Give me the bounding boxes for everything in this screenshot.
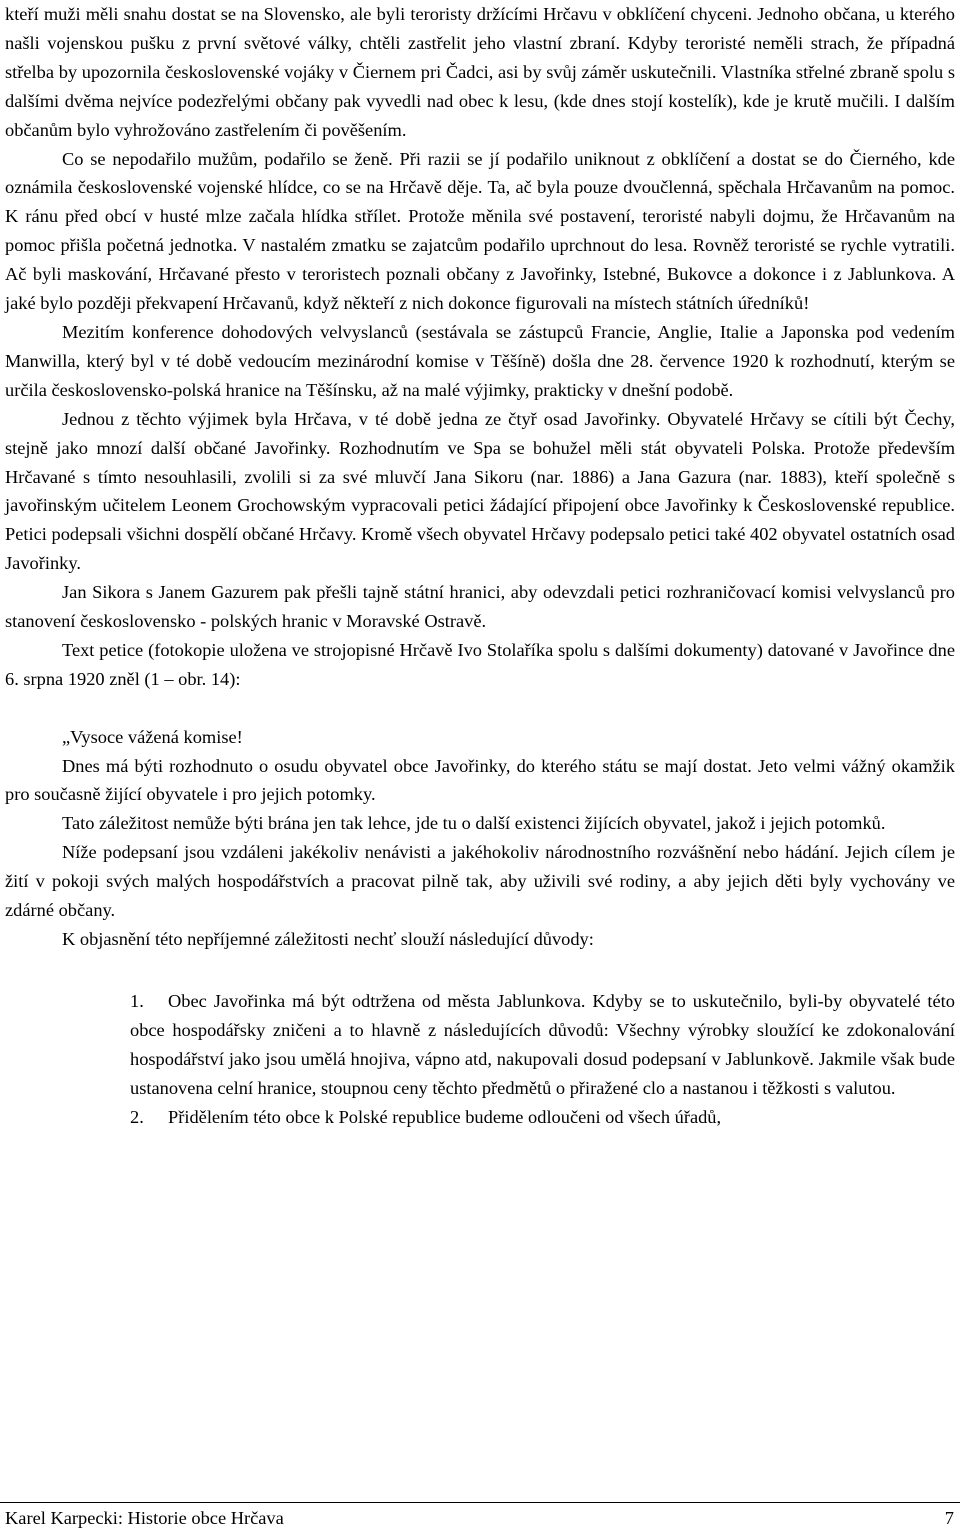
petition-reasons-list bbox=[5, 987, 955, 1132]
petition-paragraph-2: Tato záležitost nemůže býti brána jen tak lehce, jde tu o další existenci žijících obyvatel, jakož i jejich potomků. bbox=[62, 813, 886, 834]
petition-paragraph-4: K objasnění této nepříjemné záležitosti nechť slouží následující důvody: bbox=[62, 928, 594, 949]
petition-paragraph-3: Níže podepsaní jsou vzdáleni jakékoliv nenávisti a jakéhokoliv národnostního rozvášnění nebo hádání. Jejich cílem je žití v pokoji svých malých hospodářstvích a pracovat pilně tak, aby uživili své rodiny, a aby jejich děti byly vychovány ve zdárné občany. bbox=[5, 842, 955, 921]
petition-salutation: „Vysoce vážená komise! bbox=[62, 726, 243, 747]
body-text bbox=[5, 0, 955, 1131]
paragraph-1: kteří muži měli snahu dostat se na Slovensko, ale byli teroristy držícími Hrčavu v obklíčení chyceni. Jednoho občana, u kterého našli vojenskou pušku z první světové války, chtěli zastřelit jeho vlastní zbraní. Kdyby teroristé neměli strach, že případná střelba by upozornila československé vojáky v Čiernem pri Čadci, asi by svůj záměr uskutečnili. Vlastníka střelné zbraně spolu s dalšími dvěma nejvíce podezřelými občany pak vyvedli nad obec k lesu, (kde dnes stojí kostelík), kde je krutě mučili. I dalším občanům bylo vyhrožováno zastřelením či pověšením. bbox=[5, 4, 955, 140]
paragraph-2: Co se nepodařilo mužům, podařilo se ženě. Při razii se jí podařilo uniknout z obklíčení a dostat se do Čierného, kde oznámila československé vojenské hlídce, co se na Hrčavě děje. Ta, ač byla pouze dvoučlenná, spěchala Hrčavanům na pomoc. K ránu před obcí v husté mlze začala hlídka střílet. Protože měnila své postavení, teroristé nabyli dojmu, že Hrčavanům na pomoc přišla početná jednotka. V nastalém zmatku se zajatcům podařilo uprchnout do lesa. Rovněž teroristé se rychle vytratili. Ač byli maskování, Hrčavané přesto v teroristech poznali občany z Javořinky, Istebné, Bukovce a dokonce i z Jablunkova. A jaké bylo později překvapení Hrčavanů, když někteří z nich dokonce figurovali na místech státních úředníků! bbox=[5, 148, 955, 314]
paragraph-5: Jan Sikora s Janem Gazurem pak přešli tajně státní hranici, aby odevzdali petici rozhraničovací komisi velvyslanců pro stanovení československo - polských hranic v Moravské Ostravě. bbox=[5, 582, 955, 632]
page-footer bbox=[0, 1502, 960, 1533]
list-item-number: 1. bbox=[130, 990, 144, 1011]
list-item bbox=[130, 987, 955, 1103]
paragraph-3: Mezitím konference dohodových velvyslanců (sestávala se zástupců Francie, Anglie, Italie a Japonska pod vedením Manwilla, který byl v té době vedoucím mezinárodní komise v Těšíně) došla dne 28. července 1920 k rozhodnutí, kterým se určila československo-polská hranice na Těšínsku, až na malé výjimky, prakticky v dnešní podobě. bbox=[5, 321, 955, 400]
paragraph-6: Text petice (fotokopie uložena ve strojopisné Hrčavě Ivo Stolaříka spolu s dalšími dokumenty) datované v Javořince dne 6. srpna 1920 zněl (1 – obr. 14): bbox=[5, 639, 955, 689]
footer-author: Karel Karpecki: Historie obce Hrčava bbox=[5, 1508, 284, 1528]
list-item-text: Obec Javořinka má být odtržena od města Jablunkova. Kdyby se to uskutečnilo, byli-by obyvatelé této obce hospodářsky zničeni a to hlavně z následujících důvodů: Všechny výrobky sloužící ke zdokonalování hospodářství jako jsou umělá hnojiva, vápno atd, nakupovali dosud podepsaní v Jablunkově. Jakmile však bude ustanovena celní hranice, stoupnou ceny těchto předmětů o přiražené clo a nastanou i těžkosti s valutou. bbox=[130, 990, 955, 1098]
list-item bbox=[130, 1103, 955, 1132]
spacer bbox=[5, 694, 955, 723]
paragraph-4: Jednou z těchto výjimek byla Hrčava, v té době jedna ze čtyř osad Javořinky. Obyvatelé Hrčavy se cítili být Čechy, stejně jako mnozí další občané Javořinky. Rozhodnutím ve Spa se bohužel měli stát obyvateli Polska. Protože především Hrčavané s tímto nesouhlasili, zvolili si za své mluvčí Jana Sikoru (nar. 1886) a Jana Gazura (nar. 1883), kteří společně s javořinským učitelem Leonem Grochowským vypracovali petici žádající připojení obce Javořinky k Československé republice. Petici podepsali všichni dospělí občané Hrčavy. Kromě všech obyvatel Hrčavy podepsalo petici také 402 obyvatel ostatních osad Javořinky. bbox=[5, 408, 955, 574]
page-number: 7 bbox=[944, 1508, 954, 1528]
spacer bbox=[5, 954, 955, 987]
list-item-text: Přidělením této obce k Polské republice budeme odloučeni od všech úřadů, bbox=[168, 1106, 722, 1127]
list-item-number: 2. bbox=[130, 1106, 144, 1127]
petition-paragraph-1: Dnes má býti rozhodnuto o osudu obyvatel obce Javořinky, do kterého státu se mají dostat. Jeto velmi vážný okamžik pro současně žijící obyvatele i pro jejich potomky. bbox=[5, 755, 955, 805]
